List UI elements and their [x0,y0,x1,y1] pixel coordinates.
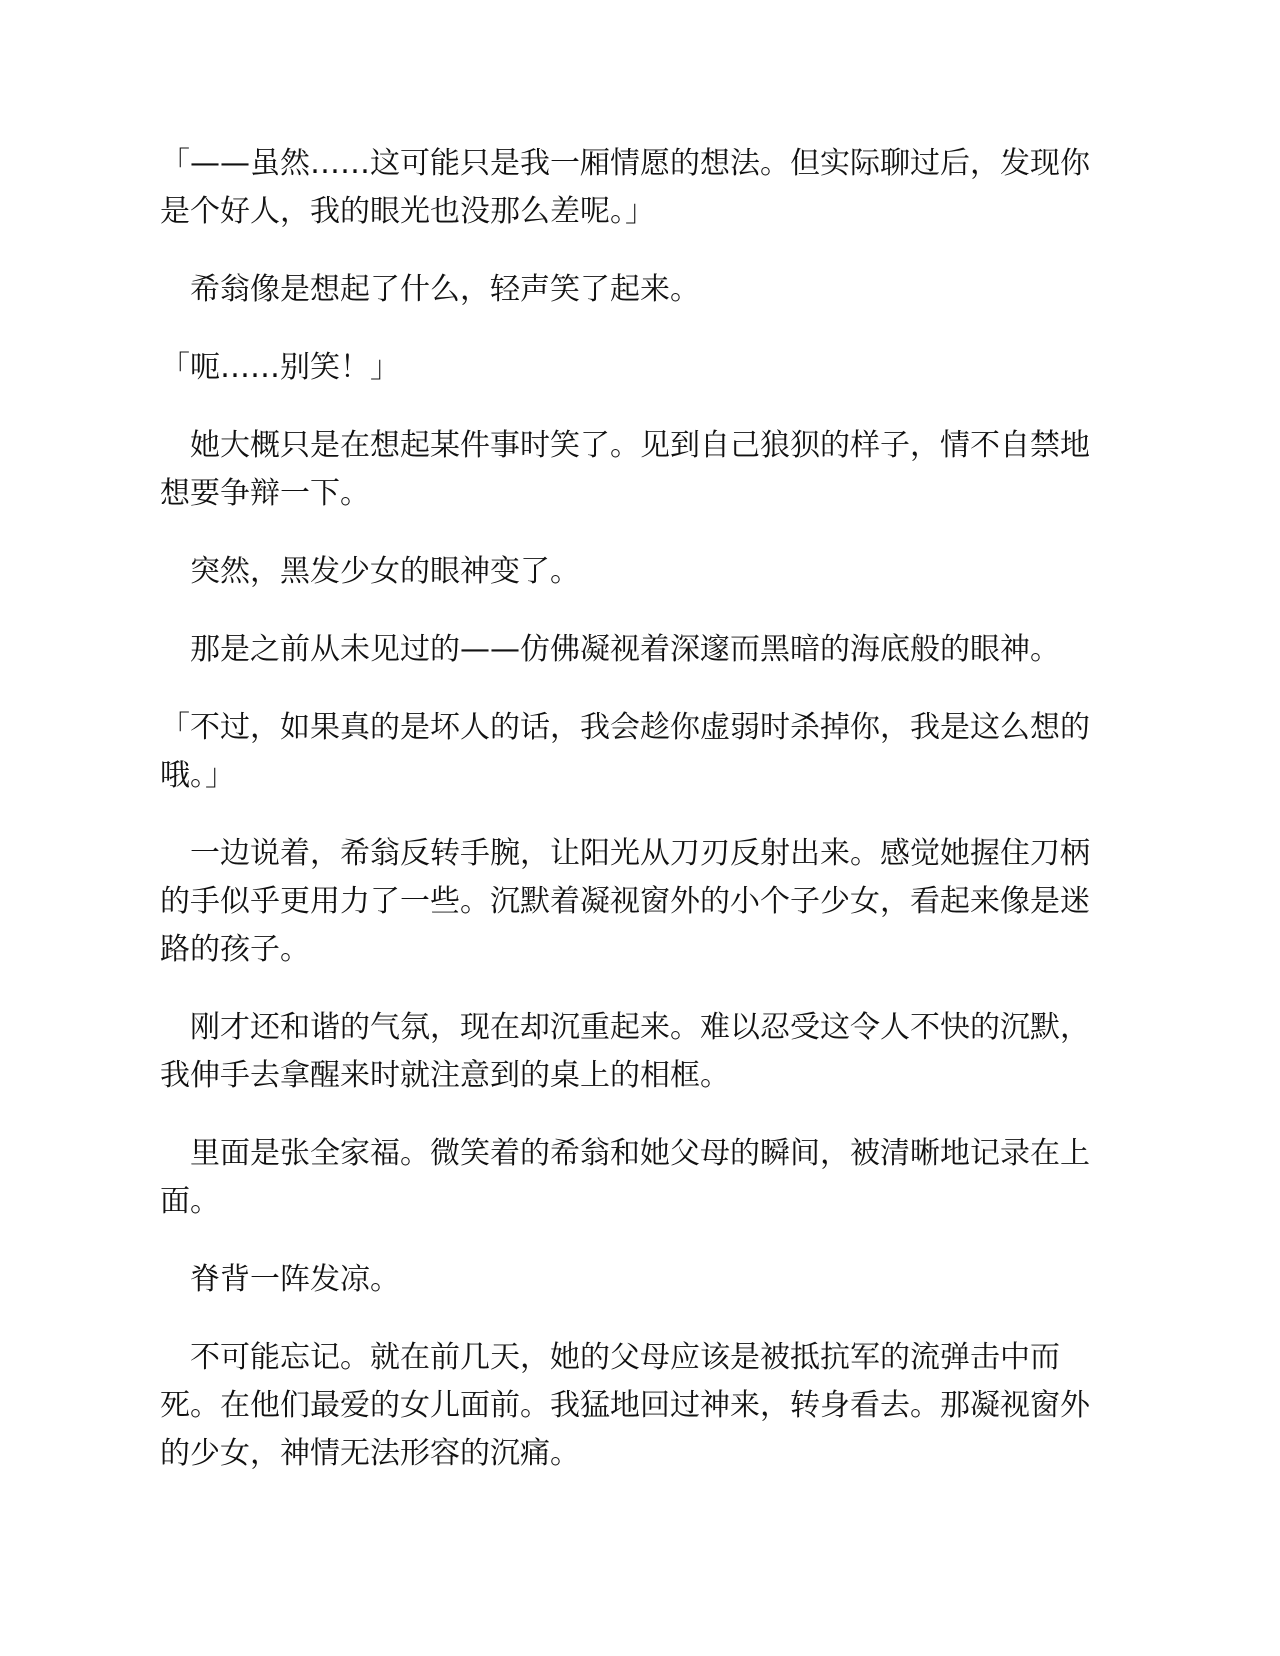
paragraph-narration: 她大概只是在想起某件事时笑了。见到自己狼狈的样子，情不自禁地想要争辩一下。 [160,428,1090,511]
paragraph-dialogue: 「——虽然……这可能只是我一厢情愿的想法。但实际聊过后，发现你是个好人，我的眼光也没那么差呢。」 [160,146,1090,229]
paragraph-narration: 脊背一阵发凉。 [190,1262,400,1297]
paragraph-narration: 里面是张全家福。微笑着的希翁和她父母的瞬间，被清晰地记录在上面。 [160,1136,1090,1219]
paragraph-narration: 希翁像是想起了什么，轻声笑了起来。 [190,272,700,307]
paragraph-narration: 一边说着，希翁反转手腕，让阳光从刀刃反射出来。感觉她握住刀柄的手似乎更用力了一些。沉默着凝视窗外的小个子少女，看起来像是迷路的孩子。 [160,836,1090,967]
document-page [160,140,1105,1508]
paragraph-narration: 刚才还和谐的气氛，现在却沉重起来。难以忍受这令人不快的沉默，我伸手去拿醒来时就注意到的桌上的相框。 [160,1010,1090,1093]
paragraph-narration: 那是之前从未见过的——仿佛凝视着深邃而黑暗的海底般的眼神。 [190,632,1060,667]
paragraph-dialogue: 「不过，如果真的是坏人的话，我会趁你虚弱时杀掉你，我是这么想的哦。」 [160,710,1090,793]
paragraph-narration: 突然，黑发少女的眼神变了。 [190,554,580,589]
paragraph-dialogue: 「呃……别笑！」 [160,350,400,385]
paragraph-narration: 不可能忘记。就在前几天，她的父母应该是被抵抗军的流弹击中而死。在他们最爱的女儿面前。我猛地回过神来，转身看去。那凝视窗外的少女，神情无法形容的沉痛。 [160,1340,1090,1471]
